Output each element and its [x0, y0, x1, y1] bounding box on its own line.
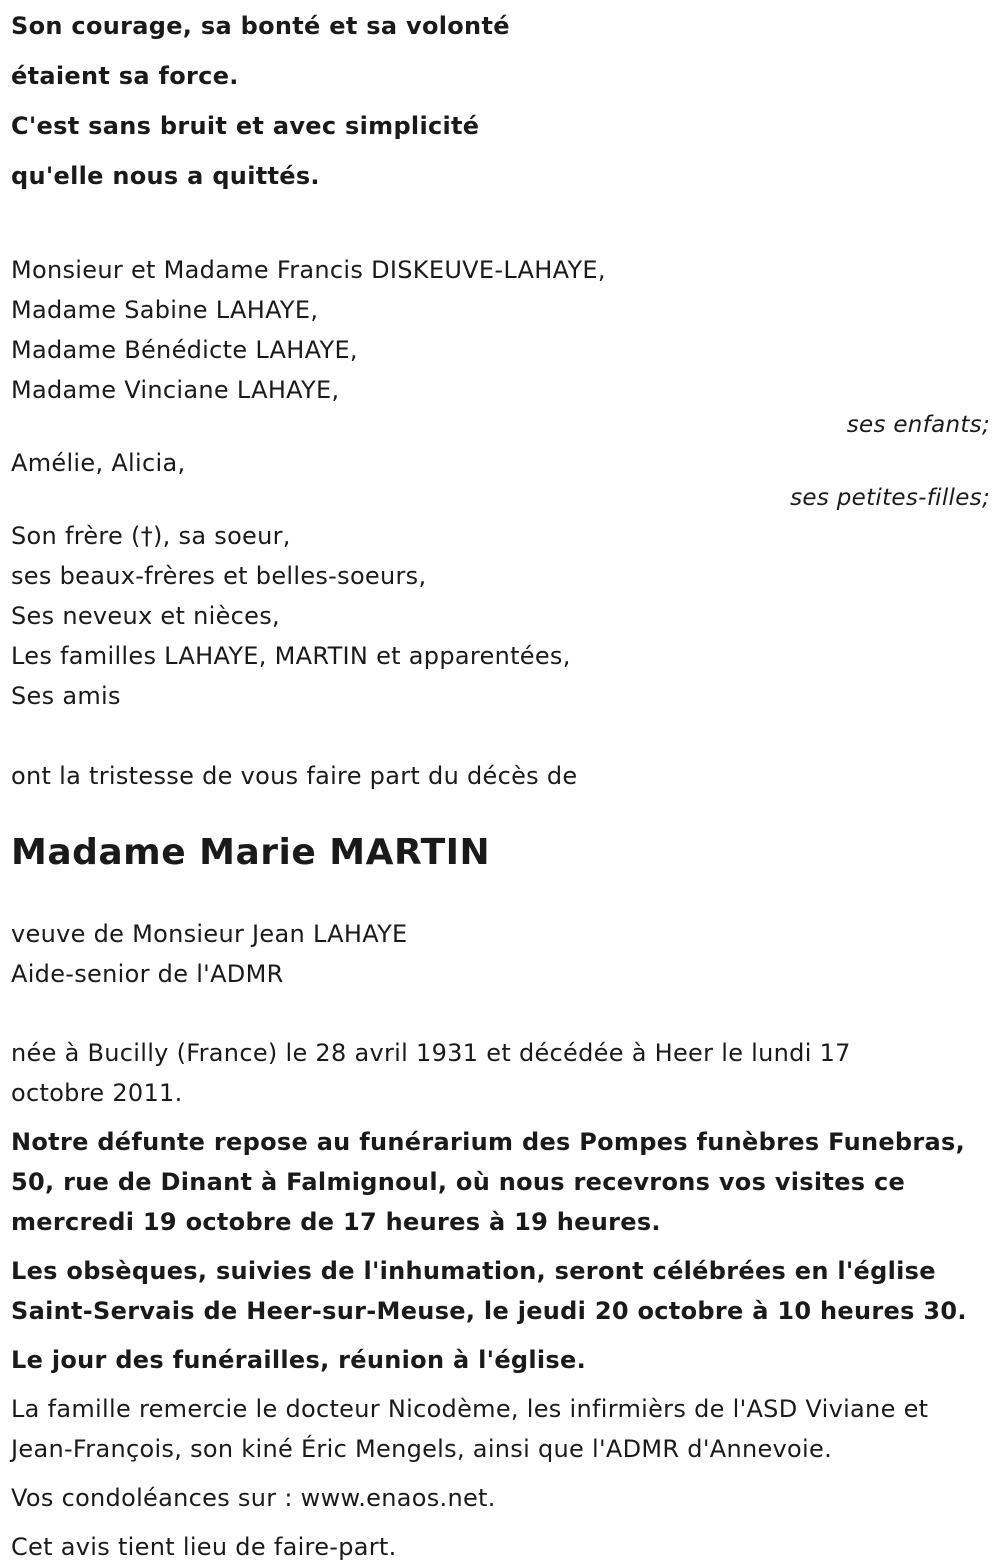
deceased-role: Aide-senior de l'ADMR [11, 960, 284, 988]
visitation-info: Notre défunte repose au funérarium des Pompes funèbres Funebras, 50, rue de Dinant à Falmignoul, où nous recevrons vos visites ce mercredi 19 octobre de 17 heures à 19 heures. [11, 1128, 966, 1236]
announcement: ont la tristesse de vous faire part du décès de [11, 762, 578, 790]
funeral-info: Les obsèques, suivies de l'inhumation, seront célébrées en l'église Saint-Servais de Heer-sur-Meuse, le jeudi 20 octobre à 10 heures 30. [11, 1257, 967, 1325]
opening-quote [11, 0, 991, 201]
family-line: Ses amis [11, 682, 121, 710]
obituary-notice [11, 0, 991, 1567]
quote-line: étaient sa force. [11, 62, 239, 90]
family-line: Les familles LAHAYE, MARTIN et apparentées, [11, 642, 571, 670]
birth-death: née à Bucilly (France) le 28 avril 1931 et décédée à Heer le lundi 17 octobre 2011. [11, 1039, 851, 1107]
grandchildren-names: Amélie, Alicia, [11, 449, 186, 477]
child-name: Madame Bénédicte LAHAYE, [11, 336, 358, 364]
notice-statement: Cet avis tient lieu de faire-part. [11, 1533, 397, 1561]
quote-line: C'est sans bruit et avec simplicité [11, 112, 480, 140]
condolences: Vos condoléances sur : www.enaos.net. [11, 1484, 496, 1512]
deceased-name: Madame Marie MARTIN [11, 832, 491, 873]
thanks: La famille remercie le docteur Nicodème, les infirmièrs de l'ASD Viviane et Jean-François, son kiné Éric Mengels, ainsi que l'ADMR d'Annevoie. [11, 1395, 929, 1463]
child-name: Madame Vinciane LAHAYE, [11, 376, 340, 404]
children-label: ses enfants; [846, 412, 990, 438]
family-line: Ses neveux et nièces, [11, 602, 280, 630]
family-line: Son frère (†), sa soeur, [11, 522, 291, 550]
widow-of: veuve de Monsieur Jean LAHAYE [11, 920, 408, 948]
quote-line: qu'elle nous a quittés. [11, 162, 320, 190]
grandchildren-label: ses petites-filles; [790, 485, 990, 511]
child-name: Madame Sabine LAHAYE, [11, 296, 319, 324]
children-block [11, 250, 991, 440]
family-line: ses beaux-frères et belles-soeurs, [11, 562, 427, 590]
grandchildren-block [11, 443, 991, 513]
meeting-info: Le jour des funérailles, réunion à l'église. [11, 1346, 587, 1374]
child-name: Monsieur et Madame Francis DISKEUVE-LAHAYE, [11, 256, 606, 284]
quote-line: Son courage, sa bonté et sa volonté [11, 12, 510, 40]
family-block [11, 516, 991, 716]
